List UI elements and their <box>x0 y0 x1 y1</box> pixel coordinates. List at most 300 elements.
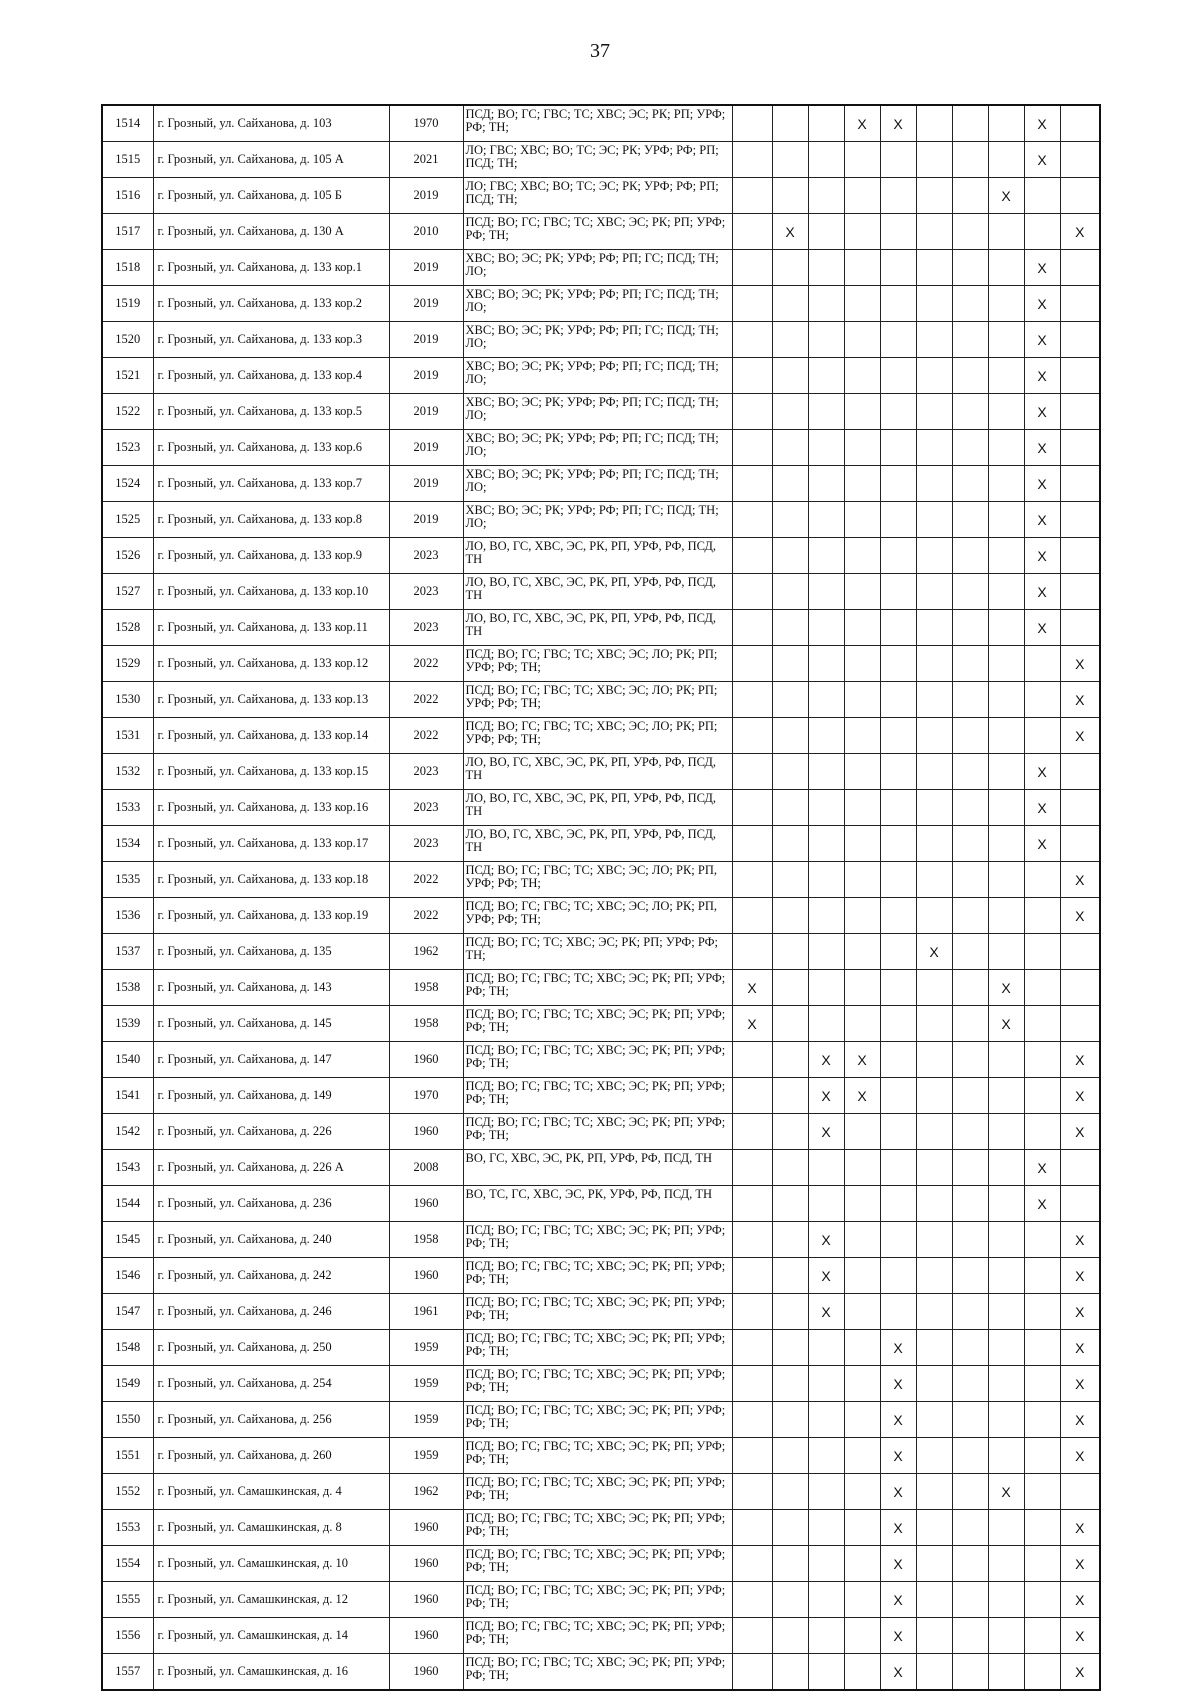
mark-cell <box>844 682 880 718</box>
mark-cell <box>916 970 952 1006</box>
x-mark: X <box>988 970 1024 1006</box>
address-cell: г. Грозный, ул. Сайханова, д. 256 <box>153 1402 389 1438</box>
x-mark: X <box>1024 610 1060 646</box>
mark-cell <box>916 1078 952 1114</box>
mark-cell <box>1024 1078 1060 1114</box>
mark-cell <box>1060 286 1100 322</box>
mark-cell <box>952 538 988 574</box>
mark-cell <box>844 1438 880 1474</box>
table-row <box>102 178 1100 214</box>
row-number-cell: 1554 <box>102 1546 153 1582</box>
row-number-cell: 1531 <box>102 718 153 754</box>
table-row <box>102 682 1100 718</box>
mark-cell <box>952 646 988 682</box>
mark-cell <box>952 718 988 754</box>
address-cell: г. Грозный, ул. Сайханова, д. 133 кор.7 <box>153 466 389 502</box>
mark-cell <box>988 898 1024 934</box>
year-cell: 2019 <box>389 178 463 214</box>
mark-cell <box>988 250 1024 286</box>
row-number-cell: 1514 <box>102 105 153 142</box>
works-list-cell: ПСД; ВО; ГС; ГВС; ТС; ХВС; ЭС; ЛО; РК; РП; УРФ; РФ; ТН; <box>463 646 732 682</box>
mark-cell <box>732 105 772 142</box>
x-mark: X <box>1024 105 1060 142</box>
mark-cell <box>844 502 880 538</box>
mark-cell <box>880 646 916 682</box>
row-number-cell: 1544 <box>102 1186 153 1222</box>
mark-cell <box>1060 538 1100 574</box>
mark-cell <box>916 1006 952 1042</box>
works-list-cell: ПСД; ВО; ГС; ТС; ХВС; ЭС; РК; РП; УРФ; РФ; ТН; <box>463 934 732 970</box>
mark-cell <box>772 178 808 214</box>
mark-cell <box>808 934 844 970</box>
x-mark: X <box>1060 718 1100 754</box>
housing-registry-table <box>101 104 1101 1691</box>
mark-cell <box>988 394 1024 430</box>
x-mark: X <box>1024 250 1060 286</box>
row-number-cell: 1516 <box>102 178 153 214</box>
mark-cell <box>1060 1186 1100 1222</box>
mark-cell <box>1060 790 1100 826</box>
mark-cell <box>916 1618 952 1654</box>
year-cell: 2023 <box>389 826 463 862</box>
mark-cell <box>772 322 808 358</box>
year-cell: 2019 <box>389 322 463 358</box>
address-cell: г. Грозный, ул. Сайханова, д. 133 кор.12 <box>153 646 389 682</box>
mark-cell <box>772 790 808 826</box>
mark-cell <box>808 394 844 430</box>
mark-cell <box>952 466 988 502</box>
x-mark: X <box>1024 430 1060 466</box>
year-cell: 1970 <box>389 1078 463 1114</box>
year-cell: 1962 <box>389 934 463 970</box>
row-number-cell: 1533 <box>102 790 153 826</box>
mark-cell <box>880 934 916 970</box>
mark-cell <box>880 970 916 1006</box>
mark-cell <box>880 610 916 646</box>
address-cell: г. Грозный, ул. Сайханова, д. 133 кор.9 <box>153 538 389 574</box>
works-list-cell: ПСД; ВО; ГС; ГВС; ТС; ХВС; ЭС; РК; РП; УРФ; РФ; ТН; <box>463 1330 732 1366</box>
mark-cell <box>1060 610 1100 646</box>
mark-cell <box>844 1258 880 1294</box>
mark-cell <box>844 1510 880 1546</box>
mark-cell <box>880 1042 916 1078</box>
mark-cell <box>916 862 952 898</box>
x-mark: X <box>1024 394 1060 430</box>
page-number: 37 <box>590 40 610 62</box>
mark-cell <box>732 1618 772 1654</box>
works-list-cell: ХВС; ВО; ЭС; РК; УРФ; РФ; РП; ГС; ПСД; ТН; ЛО; <box>463 466 732 502</box>
mark-cell <box>988 1186 1024 1222</box>
x-mark: X <box>1024 286 1060 322</box>
mark-cell <box>952 1078 988 1114</box>
mark-cell <box>988 1582 1024 1618</box>
mark-cell <box>880 1186 916 1222</box>
address-cell: г. Грозный, ул. Сайханова, д. 133 кор.15 <box>153 754 389 790</box>
mark-cell <box>952 754 988 790</box>
mark-cell <box>772 1546 808 1582</box>
mark-cell <box>988 1258 1024 1294</box>
year-cell: 1960 <box>389 1510 463 1546</box>
mark-cell <box>772 358 808 394</box>
mark-cell <box>916 466 952 502</box>
mark-cell <box>880 718 916 754</box>
mark-cell <box>808 610 844 646</box>
mark-cell <box>952 1294 988 1330</box>
works-list-cell: ЛО; ГВС; ХВС; ВО; ТС; ЭС; РК; УРФ; РФ; РП; ПСД; ТН; <box>463 142 732 178</box>
x-mark: X <box>988 1006 1024 1042</box>
mark-cell <box>772 1006 808 1042</box>
mark-cell <box>844 826 880 862</box>
address-cell: г. Грозный, ул. Сайханова, д. 133 кор.3 <box>153 322 389 358</box>
mark-cell <box>1060 1474 1100 1510</box>
year-cell: 1960 <box>389 1186 463 1222</box>
mark-cell <box>880 898 916 934</box>
address-cell: г. Грозный, ул. Самашкинская, д. 16 <box>153 1654 389 1691</box>
table-row <box>102 790 1100 826</box>
address-cell: г. Грозный, ул. Сайханова, д. 133 кор.6 <box>153 430 389 466</box>
mark-cell <box>732 286 772 322</box>
works-list-cell: ХВС; ВО; ЭС; РК; УРФ; РФ; РП; ГС; ПСД; ТН; ЛО; <box>463 358 732 394</box>
mark-cell <box>880 142 916 178</box>
mark-cell <box>772 718 808 754</box>
mark-cell <box>880 214 916 250</box>
works-list-cell: ПСД; ВО; ГС; ГВС; ТС; ХВС; ЭС; РК; РП; УРФ; РФ; ТН; <box>463 1366 732 1402</box>
year-cell: 2023 <box>389 574 463 610</box>
mark-cell <box>808 754 844 790</box>
x-mark: X <box>1060 1330 1100 1366</box>
address-cell: г. Грозный, ул. Сайханова, д. 133 кор.19 <box>153 898 389 934</box>
mark-cell <box>952 862 988 898</box>
x-mark: X <box>1024 322 1060 358</box>
works-list-cell: ХВС; ВО; ЭС; РК; УРФ; РФ; РП; ГС; ПСД; ТН; ЛО; <box>463 250 732 286</box>
row-number-cell: 1549 <box>102 1366 153 1402</box>
mark-cell <box>732 1222 772 1258</box>
mark-cell <box>952 1438 988 1474</box>
mark-cell <box>880 394 916 430</box>
mark-cell <box>732 142 772 178</box>
mark-cell <box>772 430 808 466</box>
mark-cell <box>772 1150 808 1186</box>
table-row <box>102 1258 1100 1294</box>
x-mark: X <box>880 1330 916 1366</box>
x-mark: X <box>732 970 772 1006</box>
works-list-cell: ХВС; ВО; ЭС; РК; УРФ; РФ; РП; ГС; ПСД; ТН; ЛО; <box>463 502 732 538</box>
row-number-cell: 1555 <box>102 1582 153 1618</box>
mark-cell <box>844 1402 880 1438</box>
mark-cell <box>880 178 916 214</box>
mark-cell <box>732 1654 772 1691</box>
mark-cell <box>1024 898 1060 934</box>
works-list-cell: ПСД; ВО; ГС; ГВС; ТС; ХВС; ЭС; РК; РП; УРФ; РФ; ТН; <box>463 1582 732 1618</box>
mark-cell <box>772 394 808 430</box>
x-mark: X <box>1060 1402 1100 1438</box>
mark-cell <box>844 358 880 394</box>
mark-cell <box>808 1654 844 1691</box>
mark-cell <box>916 574 952 610</box>
address-cell: г. Грозный, ул. Сайханова, д. 133 кор.16 <box>153 790 389 826</box>
mark-cell <box>1024 1294 1060 1330</box>
mark-cell <box>732 1150 772 1186</box>
mark-cell <box>772 682 808 718</box>
mark-cell <box>844 1186 880 1222</box>
mark-cell <box>772 250 808 286</box>
mark-cell <box>732 466 772 502</box>
mark-cell <box>952 1150 988 1186</box>
mark-cell <box>952 430 988 466</box>
mark-cell <box>1024 1582 1060 1618</box>
mark-cell <box>988 1114 1024 1150</box>
mark-cell <box>916 358 952 394</box>
mark-cell <box>916 754 952 790</box>
mark-cell <box>916 1114 952 1150</box>
mark-cell <box>988 1546 1024 1582</box>
x-mark: X <box>1060 862 1100 898</box>
mark-cell <box>1060 466 1100 502</box>
mark-cell <box>808 1366 844 1402</box>
works-list-cell: ПСД; ВО; ГС; ГВС; ТС; ХВС; ЭС; РК; РП; УРФ; РФ; ТН; <box>463 105 732 142</box>
row-number-cell: 1540 <box>102 1042 153 1078</box>
row-number-cell: 1527 <box>102 574 153 610</box>
mark-cell <box>772 1186 808 1222</box>
table-row <box>102 1042 1100 1078</box>
works-list-cell: ПСД; ВО; ГС; ГВС; ТС; ХВС; ЭС; РК; РП; УРФ; РФ; ТН; <box>463 1438 732 1474</box>
mark-cell <box>916 1222 952 1258</box>
x-mark: X <box>732 1006 772 1042</box>
table-row <box>102 1222 1100 1258</box>
row-number-cell: 1528 <box>102 610 153 646</box>
x-mark: X <box>880 1546 916 1582</box>
mark-cell <box>844 538 880 574</box>
mark-cell <box>952 1546 988 1582</box>
mark-cell <box>1024 718 1060 754</box>
mark-cell <box>952 1222 988 1258</box>
x-mark: X <box>880 1402 916 1438</box>
address-cell: г. Грозный, ул. Сайханова, д. 226 А <box>153 1150 389 1186</box>
mark-cell <box>988 1294 1024 1330</box>
mark-cell <box>772 646 808 682</box>
row-number-cell: 1515 <box>102 142 153 178</box>
mark-cell <box>952 214 988 250</box>
mark-cell <box>844 1330 880 1366</box>
mark-cell <box>772 1078 808 1114</box>
address-cell: г. Грозный, ул. Сайханова, д. 133 кор.11 <box>153 610 389 646</box>
mark-cell <box>916 1186 952 1222</box>
x-mark: X <box>1060 1510 1100 1546</box>
year-cell: 1959 <box>389 1366 463 1402</box>
mark-cell <box>772 1258 808 1294</box>
x-mark: X <box>880 1654 916 1691</box>
x-mark: X <box>1060 1294 1100 1330</box>
table-row <box>102 1078 1100 1114</box>
table-row <box>102 1330 1100 1366</box>
year-cell: 1960 <box>389 1582 463 1618</box>
mark-cell <box>844 1114 880 1150</box>
mark-cell <box>732 1474 772 1510</box>
x-mark: X <box>1060 1546 1100 1582</box>
row-number-cell: 1552 <box>102 1474 153 1510</box>
mark-cell <box>988 322 1024 358</box>
mark-cell <box>732 1546 772 1582</box>
mark-cell <box>844 250 880 286</box>
works-list-cell: ПСД; ВО; ГС; ГВС; ТС; ХВС; ЭС; РК; РП; УРФ; РФ; ТН; <box>463 1258 732 1294</box>
table-row <box>102 898 1100 934</box>
x-mark: X <box>916 934 952 970</box>
table-row <box>102 286 1100 322</box>
mark-cell <box>732 214 772 250</box>
mark-cell <box>844 466 880 502</box>
works-list-cell: ПСД; ВО; ГС; ГВС; ТС; ХВС; ЭС; ЛО; РК; РП; УРФ; РФ; ТН; <box>463 682 732 718</box>
mark-cell <box>952 394 988 430</box>
x-mark: X <box>1060 1438 1100 1474</box>
mark-cell <box>772 538 808 574</box>
year-cell: 1959 <box>389 1330 463 1366</box>
mark-cell <box>916 538 952 574</box>
row-number-cell: 1545 <box>102 1222 153 1258</box>
table-row <box>102 1546 1100 1582</box>
x-mark: X <box>880 1438 916 1474</box>
x-mark: X <box>844 1042 880 1078</box>
x-mark: X <box>1024 142 1060 178</box>
table-row <box>102 646 1100 682</box>
x-mark: X <box>844 105 880 142</box>
mark-cell <box>844 1366 880 1402</box>
mark-cell <box>952 898 988 934</box>
x-mark: X <box>1060 1258 1100 1294</box>
x-mark: X <box>880 1582 916 1618</box>
mark-cell <box>732 178 772 214</box>
mark-cell <box>772 466 808 502</box>
mark-cell <box>988 1618 1024 1654</box>
mark-cell <box>988 1438 1024 1474</box>
works-list-cell: ПСД; ВО; ГС; ГВС; ТС; ХВС; ЭС; РК; РП; УРФ; РФ; ТН; <box>463 1510 732 1546</box>
mark-cell <box>772 826 808 862</box>
mark-cell <box>772 574 808 610</box>
mark-cell <box>808 862 844 898</box>
address-cell: г. Грозный, ул. Сайханова, д. 133 кор.17 <box>153 826 389 862</box>
table-row <box>102 214 1100 250</box>
mark-cell <box>808 538 844 574</box>
x-mark: X <box>1024 1186 1060 1222</box>
mark-cell <box>772 1474 808 1510</box>
year-cell: 1959 <box>389 1402 463 1438</box>
mark-cell <box>844 790 880 826</box>
address-cell: г. Грозный, ул. Сайханова, д. 240 <box>153 1222 389 1258</box>
mark-cell <box>988 610 1024 646</box>
mark-cell <box>844 1150 880 1186</box>
mark-cell <box>772 1654 808 1691</box>
mark-cell <box>732 574 772 610</box>
address-cell: г. Грозный, ул. Сайханова, д. 133 кор.14 <box>153 718 389 754</box>
mark-cell <box>952 1114 988 1150</box>
mark-cell <box>732 610 772 646</box>
address-cell: г. Грозный, ул. Сайханова, д. 143 <box>153 970 389 1006</box>
mark-cell <box>952 142 988 178</box>
mark-cell <box>880 358 916 394</box>
mark-cell <box>880 250 916 286</box>
mark-cell <box>772 1366 808 1402</box>
mark-cell <box>732 1402 772 1438</box>
mark-cell <box>772 610 808 646</box>
row-number-cell: 1536 <box>102 898 153 934</box>
works-list-cell: ПСД; ВО; ГС; ГВС; ТС; ХВС; ЭС; ЛО; РК; РП, УРФ; РФ; ТН; <box>463 862 732 898</box>
row-number-cell: 1548 <box>102 1330 153 1366</box>
address-cell: г. Грозный, ул. Сайханова, д. 145 <box>153 1006 389 1042</box>
mark-cell <box>880 322 916 358</box>
year-cell: 2023 <box>389 754 463 790</box>
mark-cell <box>916 178 952 214</box>
table-row <box>102 538 1100 574</box>
year-cell: 1960 <box>389 1654 463 1691</box>
mark-cell <box>772 1114 808 1150</box>
mark-cell <box>1024 1618 1060 1654</box>
mark-cell <box>844 970 880 1006</box>
table-row <box>102 1186 1100 1222</box>
mark-cell <box>988 502 1024 538</box>
address-cell: г. Грозный, ул. Самашкинская, д. 10 <box>153 1546 389 1582</box>
row-number-cell: 1532 <box>102 754 153 790</box>
mark-cell <box>732 1294 772 1330</box>
mark-cell <box>808 502 844 538</box>
mark-cell <box>988 466 1024 502</box>
mark-cell <box>1024 1258 1060 1294</box>
year-cell: 2019 <box>389 250 463 286</box>
mark-cell <box>772 1438 808 1474</box>
works-list-cell: ПСД; ВО; ГС; ГВС; ТС; ХВС; ЭС; РК; РП; УРФ; РФ; ТН; <box>463 1294 732 1330</box>
mark-cell <box>952 1330 988 1366</box>
mark-cell <box>732 646 772 682</box>
mark-cell <box>732 1330 772 1366</box>
mark-cell <box>988 358 1024 394</box>
mark-cell <box>880 1114 916 1150</box>
mark-cell <box>1024 1510 1060 1546</box>
mark-cell <box>732 1258 772 1294</box>
mark-cell <box>1060 1150 1100 1186</box>
row-number-cell: 1541 <box>102 1078 153 1114</box>
mark-cell <box>1060 142 1100 178</box>
mark-cell <box>916 718 952 754</box>
mark-cell <box>732 826 772 862</box>
mark-cell <box>808 1402 844 1438</box>
row-number-cell: 1538 <box>102 970 153 1006</box>
mark-cell <box>772 898 808 934</box>
row-number-cell: 1530 <box>102 682 153 718</box>
mark-cell <box>1024 1474 1060 1510</box>
mark-cell <box>844 718 880 754</box>
table-row <box>102 610 1100 646</box>
mark-cell <box>844 574 880 610</box>
row-number-cell: 1525 <box>102 502 153 538</box>
mark-cell <box>1060 970 1100 1006</box>
year-cell: 2019 <box>389 430 463 466</box>
mark-cell <box>732 430 772 466</box>
mark-cell <box>732 1366 772 1402</box>
works-list-cell: ПСД; ВО; ГС; ГВС; ТС; ХВС; ЭС; РК; РП; УРФ; РФ; ТН; <box>463 1402 732 1438</box>
mark-cell <box>772 1294 808 1330</box>
mark-cell <box>1060 250 1100 286</box>
mark-cell <box>880 1294 916 1330</box>
address-cell: г. Грозный, ул. Сайханова, д. 133 кор.18 <box>153 862 389 898</box>
table-row <box>102 250 1100 286</box>
year-cell: 2023 <box>389 790 463 826</box>
x-mark: X <box>1060 1582 1100 1618</box>
mark-cell <box>952 1402 988 1438</box>
mark-cell <box>952 610 988 646</box>
mark-cell <box>880 538 916 574</box>
mark-cell <box>732 1438 772 1474</box>
mark-cell <box>732 934 772 970</box>
mark-cell <box>880 826 916 862</box>
address-cell: г. Грозный, ул. Сайханова, д. 133 кор.13 <box>153 682 389 718</box>
